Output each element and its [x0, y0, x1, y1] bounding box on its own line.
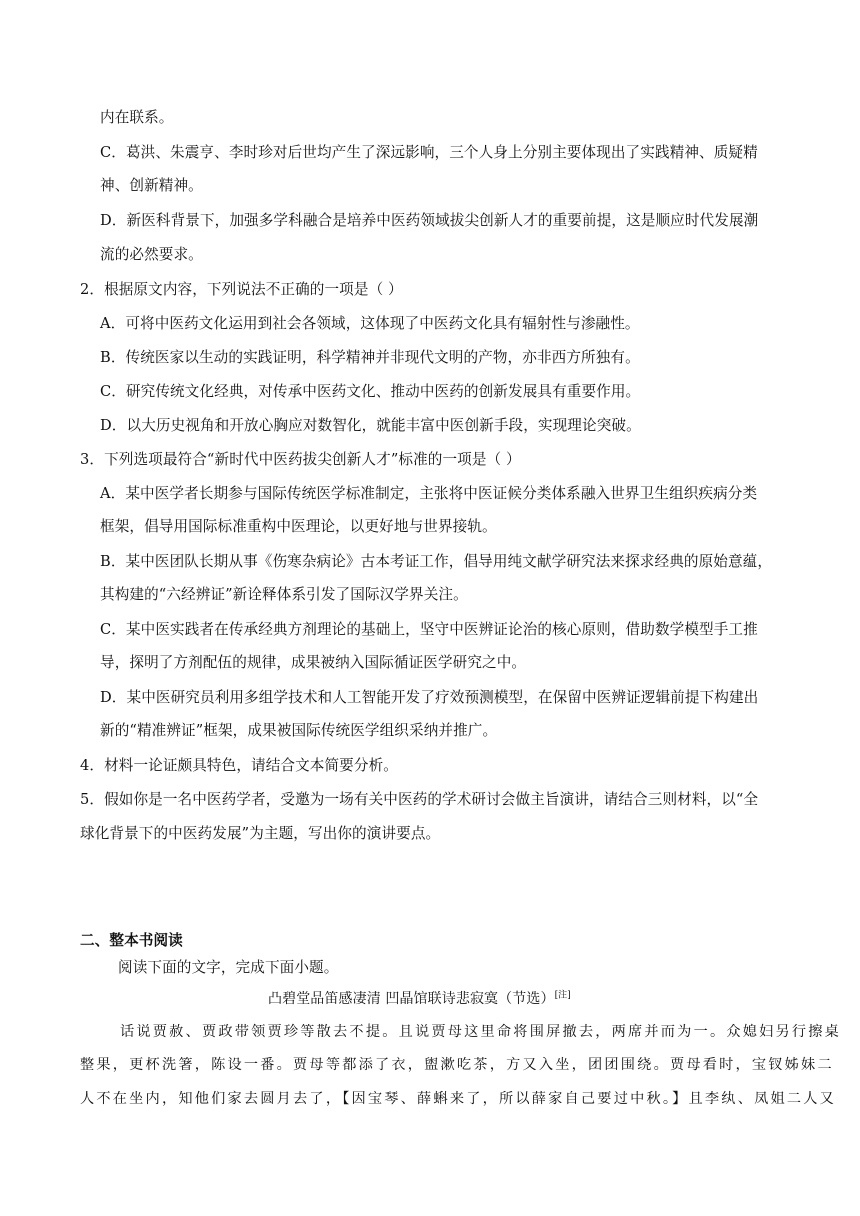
question-2-option-d: D．以大历史视角和开放心胸应对数智化，就能丰富中医创新手段，实现理论突破。 — [100, 417, 641, 434]
question-3-option-d-line2: 新的“精准辨证”框架，成果被国际传统医学组织采纳并推广。 — [100, 722, 498, 739]
excerpt-line-1: 话说贾赦、贾政带领贾珍等散去不提。且说贾母这里命将围屏撤去，两席并而为一。众媳妇另行擦桌 — [120, 1024, 842, 1040]
q1-option-c-line2: 神、创新精神。 — [100, 177, 203, 194]
continuation-text: 内在联系。 — [100, 109, 174, 126]
footnote-marker: [注] — [554, 990, 571, 1001]
question-5-line2: 球化背景下的中医药发展”为主题，写出你的演讲要点。 — [80, 825, 441, 842]
excerpt-line-3: 人不在坐内，知他们家去圆月去了，【因宝琴、薛蝌来了，所以薛家自己要过中秋。】且李纨、凤姐二人又 — [80, 1091, 837, 1107]
question-5-line1: 5．假如你是一名中医药学者，受邀为一场有关中医药的学术研讨会做主旨演讲，请结合三则材料，以“全 — [80, 791, 759, 808]
question-3-option-d-line1: D．某中医研究员利用多组学技术和人工智能开发了疗效预测模型，在保留中医辨证逻辑前提下构建出 — [100, 689, 759, 706]
passage-title-text: 凸碧堂品笛感凄清 凹晶馆联诗悲寂寞（节选） — [268, 991, 555, 1007]
section-instruction: 阅读下面的文字，完成下面小题。 — [118, 959, 339, 976]
excerpt-line-2: 整果，更杯洗箸，陈设一番。贾母等都添了衣，盥漱吃茶，方又入坐，团团围绕。贾母看时，宝钗姊妹二 — [80, 1057, 834, 1073]
question-3-stem: 3．下列选项最符合“新时代中医药拔尖创新人才”标准的一项是（ ） — [80, 451, 521, 468]
question-2-option-a: A．可将中医药文化运用到社会各领域，这体现了中医药文化具有辐射性与渗融性。 — [100, 315, 640, 332]
question-3-option-a-line2: 框架，倡导用国际标准重构中医理论，以更好地与世界接轨。 — [100, 518, 497, 535]
question-3-option-a-line1: A．某中医学者长期参与国际传统医学标准制定，主张将中医证候分类体系融入世界卫生组织疾病分类 — [100, 485, 758, 502]
section-heading: 二、整本书阅读 — [80, 932, 183, 949]
question-2-option-c: C．研究传统文化经典，对传承中医药文化、推动中医药的创新发展具有重要作用。 — [100, 383, 641, 400]
question-3-option-c-line2: 导，探明了方剂配伍的规律，成果被纳入国际循证医学研究之中。 — [100, 654, 527, 671]
question-2-option-b: B．传统医家以生动的实践证明，科学精神并非现代文明的产物，亦非西方所独有。 — [100, 349, 640, 366]
q1-option-d-line2: 流的必然要求。 — [100, 246, 203, 263]
question-3-option-b-line2: 其构建的“六经辨证”新诠释体系引发了国际汉学界关注。 — [100, 586, 468, 603]
question-3-option-c-line1: C．某中医实践者在传承经典方剂理论的基础上，坚守中医辨证论治的核心原则，借助数学模型手工推 — [100, 621, 758, 638]
question-2-stem: 2．根据原文内容，下列说法不正确的一项是（ ） — [80, 281, 403, 298]
q1-option-c-line1: C．葛洪、朱震亨、李时珍对后世均产生了深远影响，三个人身上分别主要体现出了实践精神、质疑精 — [100, 144, 758, 161]
question-4: 4．材料一论证颇具特色，请结合文本简要分析。 — [80, 757, 398, 774]
q1-option-d-line1: D．新医科背景下，加强多学科融合是培养中医药领域拔尖创新人才的重要前提，这是顺应时代发展潮 — [100, 212, 759, 229]
question-3-option-b-line1: B．某中医团队长期从事《伤寒杂病论》古本考证工作，倡导用纯文献学研究法来探求经典的原始意蕴， — [100, 553, 773, 570]
passage-title — [268, 989, 571, 1009]
